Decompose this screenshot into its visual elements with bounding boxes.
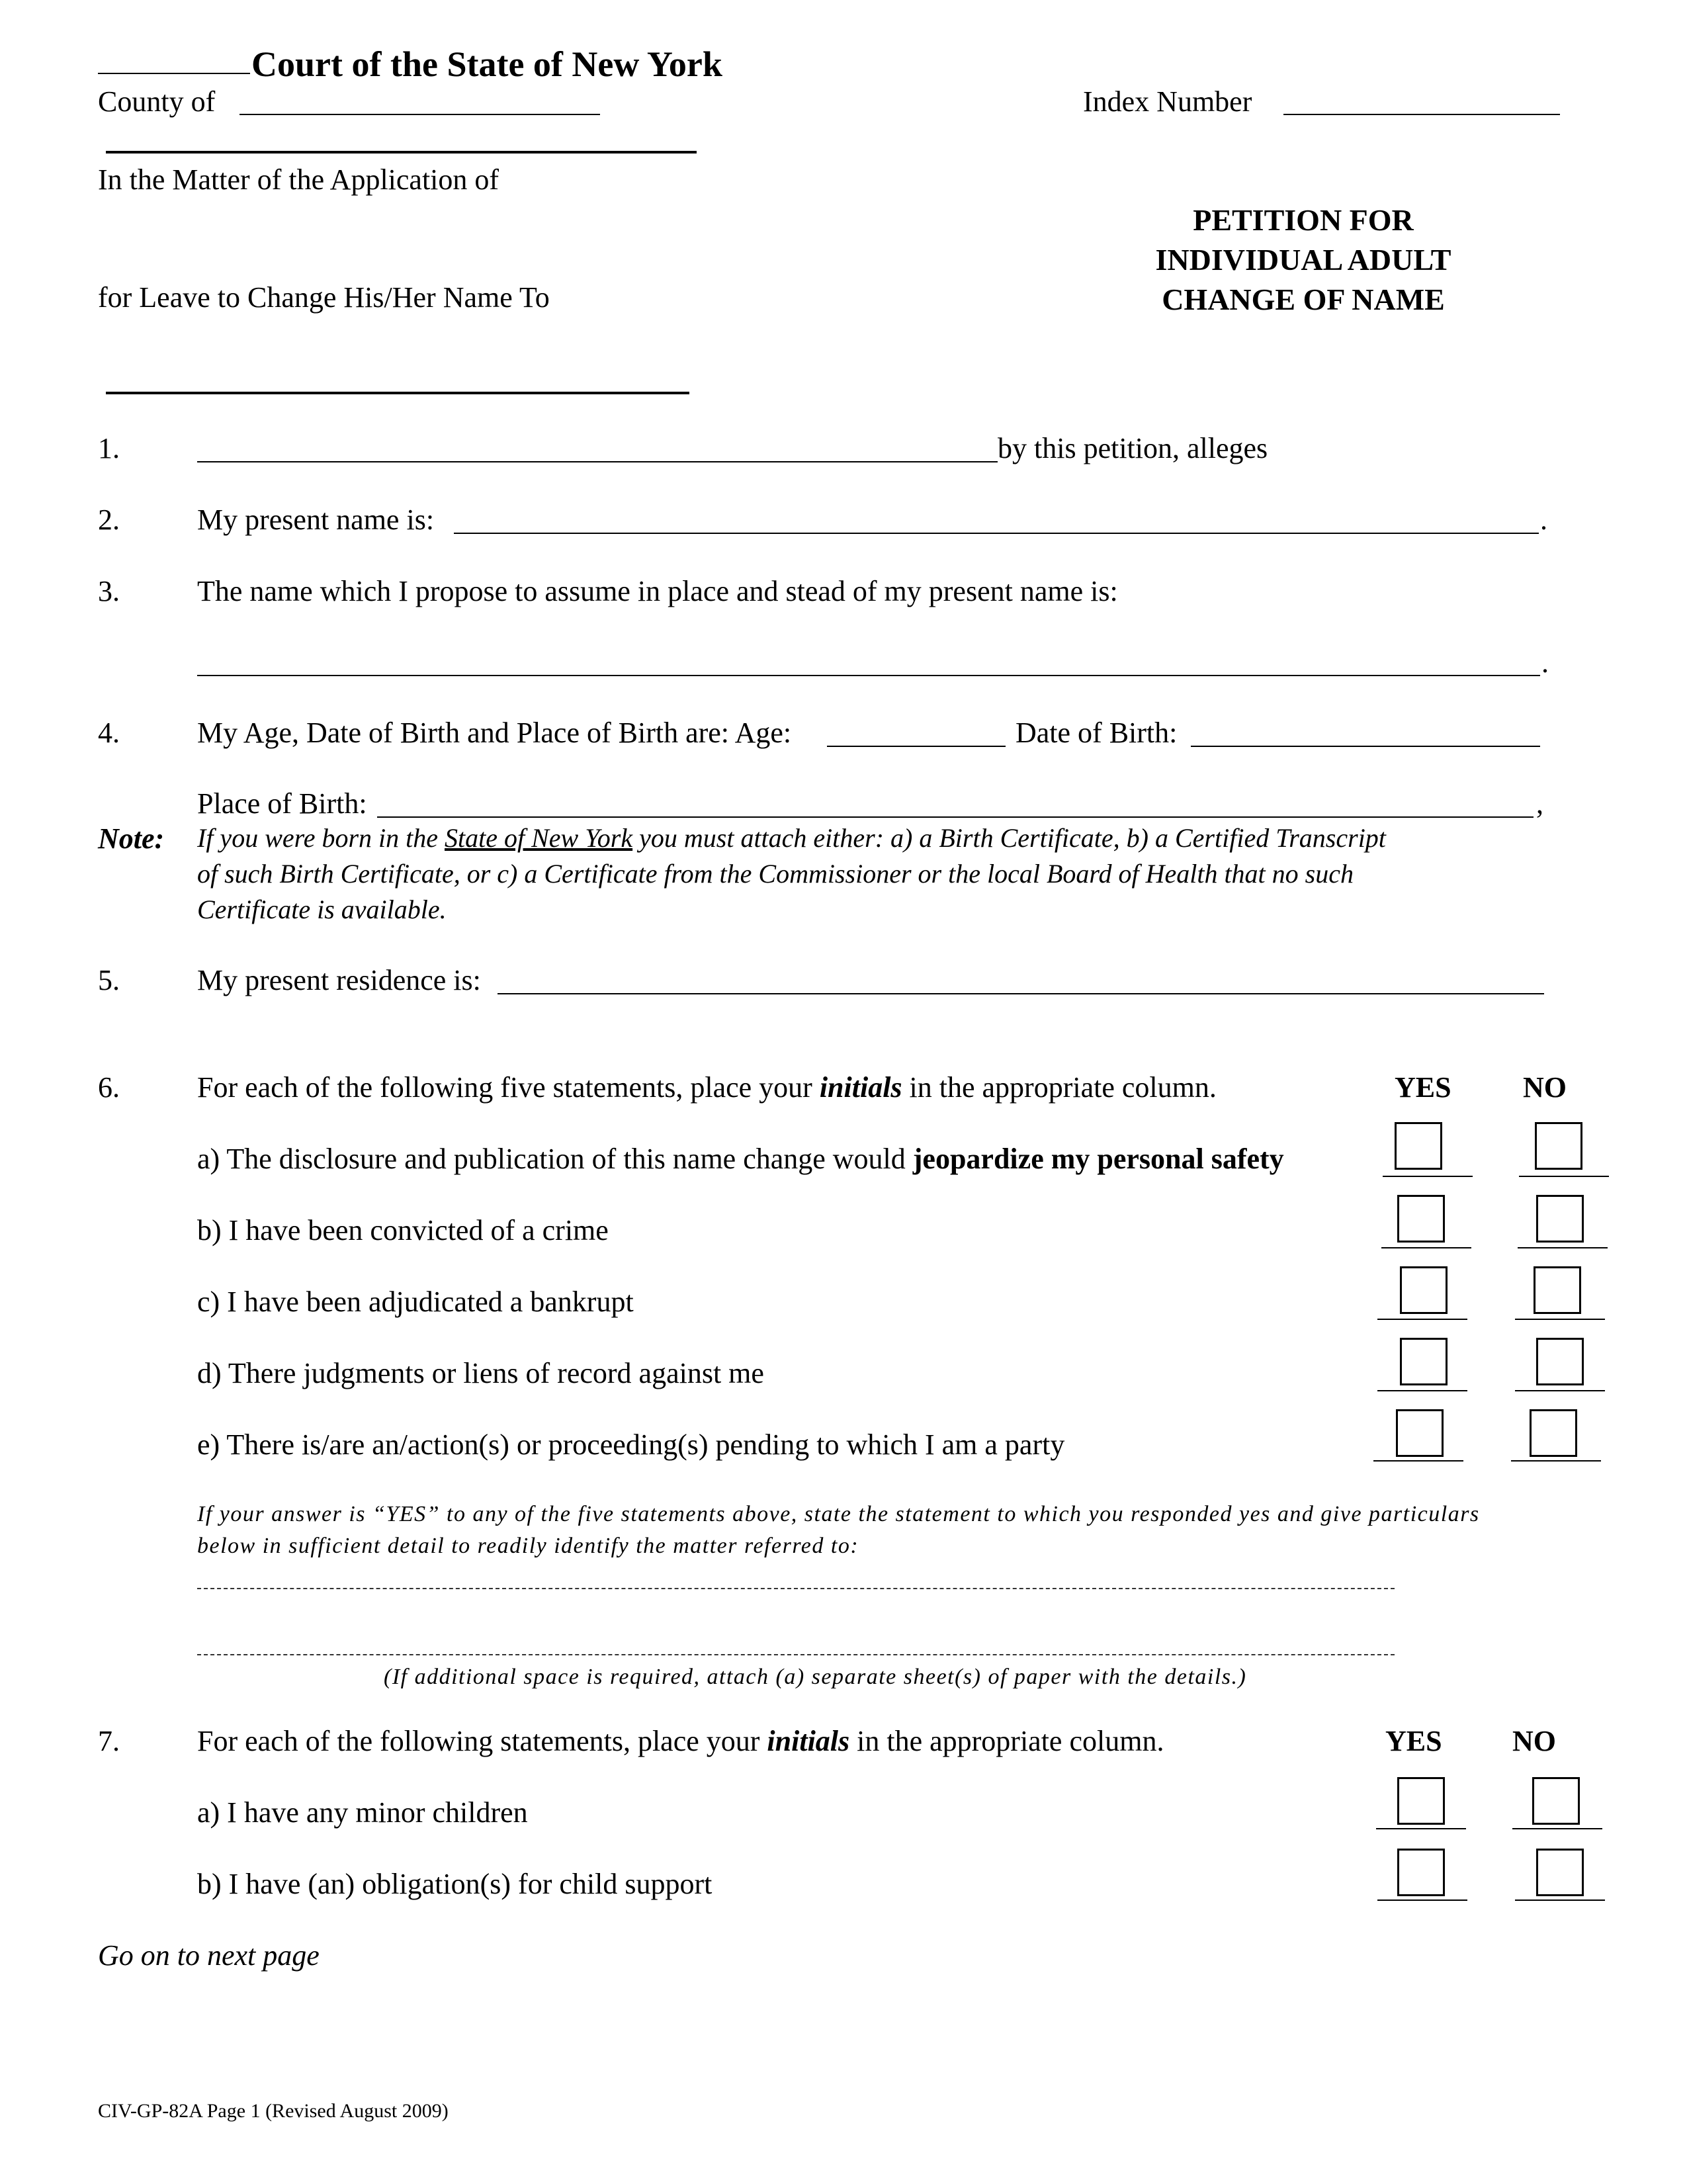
leave-to-change-text: for Leave to Change His/Her Name To <box>98 281 550 314</box>
item-6d-no-line <box>1515 1390 1605 1391</box>
item-6d-no-box[interactable] <box>1536 1338 1584 1385</box>
item-7a-no-box[interactable] <box>1532 1777 1580 1825</box>
item-6a-yes-box[interactable] <box>1395 1122 1442 1170</box>
item-4-number: 4. <box>98 717 120 749</box>
yes-explanation-line-1: If your answer is “YES” to any of the five statements above, state the statement to which you responded yes and give particulars <box>197 1502 1480 1526</box>
item-6b-no-box[interactable] <box>1536 1195 1584 1243</box>
item-6c-no-line <box>1515 1319 1605 1320</box>
dob-label: Date of Birth: <box>1016 717 1178 749</box>
present-name-label: My present name is: <box>197 503 435 536</box>
item-6e-no-box[interactable] <box>1530 1409 1577 1457</box>
petition-title-line1: PETITION FOR <box>1193 203 1414 237</box>
note-label: Note: <box>98 822 165 855</box>
item-6-no-header: NO <box>1523 1071 1567 1104</box>
date-of-birth-field[interactable] <box>1191 746 1540 747</box>
note-underlined: State of New York <box>445 823 633 853</box>
county-field[interactable] <box>239 114 600 115</box>
item-6e-yes-box[interactable] <box>1396 1409 1444 1457</box>
item-1-text: by this petition, alleges <box>998 432 1268 464</box>
item-6c-yes-line <box>1377 1319 1467 1320</box>
item-6d-text: d) There judgments or liens of record against me <box>197 1357 764 1389</box>
note-line-2: of such Birth Certificate, or c) a Certificate from the Commissioner or the local Board of Health that no such <box>197 859 1354 889</box>
form-footer: CIV-GP-82A Page 1 (Revised August 2009) <box>98 2100 449 2122</box>
additional-space-note: (If additional space is required, attach (a) separate sheet(s) of paper with the details.) <box>384 1665 1247 1689</box>
item-6a-no-line <box>1519 1176 1609 1177</box>
petitioner-name-field[interactable] <box>197 461 998 462</box>
item-7a-no-line <box>1512 1828 1602 1829</box>
item-6b-yes-box[interactable] <box>1397 1195 1445 1243</box>
note-pre: If you were born in the <box>197 823 445 853</box>
item-7a-text: a) I have any minor children <box>197 1796 528 1829</box>
age-dob-pob-label: My Age, Date of Birth and Place of Birth are: Age: <box>197 717 792 749</box>
note-line-1 <box>197 820 1386 856</box>
item-6e-yes-line <box>1373 1460 1463 1462</box>
item-2-number: 2. <box>98 503 120 536</box>
item-6a-bold: jeopardize my personal safety <box>912 1143 1284 1175</box>
item-6-number: 6. <box>98 1071 120 1104</box>
caption-rule-top <box>106 151 697 153</box>
item-6-pre: For each of the following five statements, place your <box>197 1071 820 1104</box>
go-on-to-next-page: Go on to next page <box>98 1939 320 1972</box>
age-field[interactable] <box>827 746 1006 747</box>
item-6a-pre: a) The disclosure and publication of this name change would <box>197 1143 913 1175</box>
item-7-no-header: NO <box>1512 1725 1556 1757</box>
item-6a-yes-line <box>1383 1176 1473 1177</box>
item-6b-no-line <box>1518 1247 1608 1248</box>
item-7b-yes-line <box>1377 1900 1467 1901</box>
petition-title-line3: CHANGE OF NAME <box>1162 283 1445 316</box>
matter-application-text: In the Matter of the Application of <box>98 163 499 196</box>
index-number-label: Index Number <box>1083 85 1252 118</box>
item-7b-text: b) I have (an) obligation(s) for child support <box>197 1868 713 1900</box>
residence-field[interactable] <box>497 993 1544 994</box>
item-7a-yes-line <box>1376 1828 1466 1829</box>
item-7b-no-line <box>1515 1900 1605 1901</box>
item-6d-yes-line <box>1377 1390 1467 1391</box>
item-6b-text: b) I have been convicted of a crime <box>197 1214 609 1246</box>
item-7b-no-box[interactable] <box>1536 1849 1584 1896</box>
item-6-initials: initials <box>819 1071 902 1104</box>
item-4-comma: , <box>1536 787 1543 820</box>
yes-explanation-line-2: below in sufficient detail to readily identify the matter referred to: <box>197 1534 859 1558</box>
item-6-post: in the appropriate column. <box>902 1071 1217 1104</box>
item-6d-yes-box[interactable] <box>1400 1338 1448 1385</box>
item-7-number: 7. <box>98 1725 120 1757</box>
residence-label: My present residence is: <box>197 964 481 996</box>
item-6c-text: c) I have been adjudicated a bankrupt <box>197 1286 634 1318</box>
item-6-instruction <box>197 1073 1217 1102</box>
proposed-name-text: The name which I propose to assume in place and stead of my present name is: <box>197 575 1118 607</box>
caption-rule-bottom <box>106 392 689 394</box>
item-7-instruction <box>197 1727 1164 1756</box>
item-1-number: 1. <box>98 432 120 464</box>
court-name-blank[interactable] <box>98 73 250 74</box>
place-of-birth-field[interactable] <box>377 816 1534 818</box>
note-line-3: Certificate is available. <box>197 895 447 924</box>
item-6a-text <box>197 1145 1284 1174</box>
item-7a-yes-box[interactable] <box>1397 1777 1445 1825</box>
item-7b-yes-box[interactable] <box>1397 1849 1445 1896</box>
item-6c-yes-box[interactable] <box>1400 1266 1448 1314</box>
proposed-name-field[interactable] <box>197 675 1540 676</box>
item-6e-no-line <box>1511 1460 1601 1462</box>
item-3-number: 3. <box>98 575 120 607</box>
item-6a-no-box[interactable] <box>1535 1122 1582 1170</box>
pob-label: Place of Birth: <box>197 787 367 820</box>
item-3-period: . <box>1541 646 1549 679</box>
item-7-yes-header: YES <box>1385 1725 1442 1757</box>
present-name-field[interactable] <box>454 533 1539 534</box>
note-post: you must attach either: a) a Birth Certificate, b) a Certified Transcript <box>632 823 1386 853</box>
particulars-field-2[interactable] <box>197 1654 1395 1655</box>
item-6e-text: e) There is/are an/action(s) or proceeding(s) pending to which I am a party <box>197 1428 1065 1461</box>
court-title: Court of the State of New York <box>251 44 722 84</box>
item-6-yes-header: YES <box>1395 1071 1451 1104</box>
item-6b-yes-line <box>1381 1247 1471 1248</box>
item-7-pre: For each of the following statements, place your <box>197 1725 767 1757</box>
item-7-post: in the appropriate column. <box>849 1725 1164 1757</box>
index-number-field[interactable] <box>1283 114 1560 115</box>
item-6c-no-box[interactable] <box>1534 1266 1581 1314</box>
county-label: County of <box>98 85 216 118</box>
particulars-field-1[interactable] <box>197 1588 1395 1589</box>
item-2-period: . <box>1540 503 1547 536</box>
petition-title-line2: INDIVIDUAL ADULT <box>1155 243 1451 277</box>
item-7-initials: initials <box>767 1725 850 1757</box>
item-5-number: 5. <box>98 964 120 996</box>
